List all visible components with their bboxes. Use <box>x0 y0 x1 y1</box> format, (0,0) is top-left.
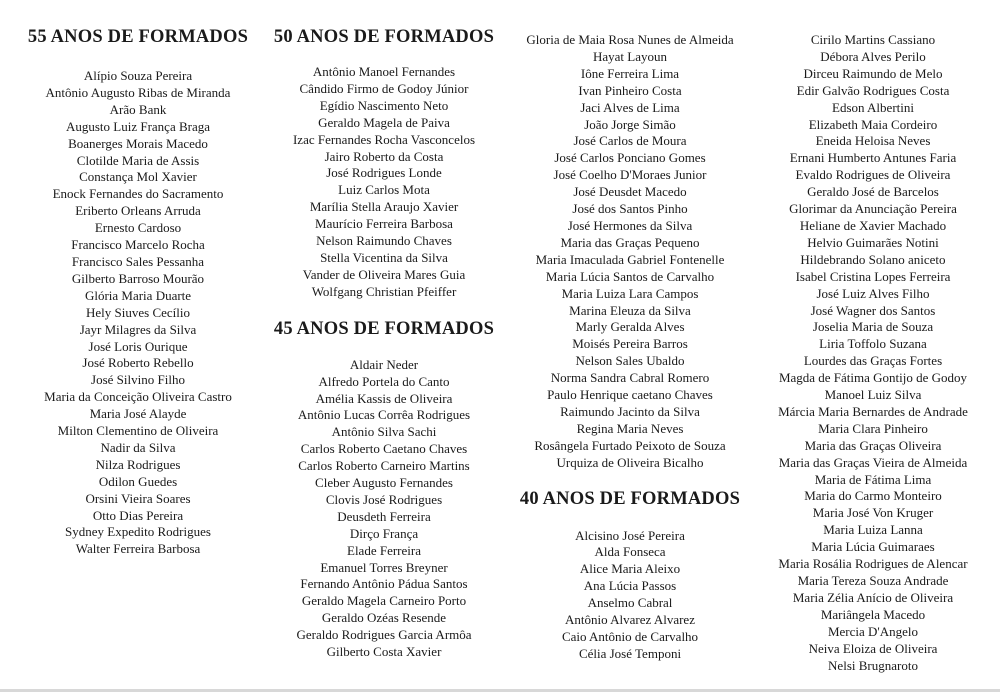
graduate-name: Raimundo Jacinto da Silva <box>560 403 700 419</box>
graduate-name: Célia José Temponi <box>578 645 682 661</box>
graduate-name: Cleber Augusto Fernandes <box>315 475 453 491</box>
graduate-name: Stella Vicentina da Silva <box>320 249 448 265</box>
graduate-name: Gilberto Costa Xavier <box>326 644 442 660</box>
graduate-name: Alda Fonseca <box>594 544 666 560</box>
name-list-40-anos <box>508 528 752 663</box>
graduate-name: Hely Siuves Cecílio <box>86 304 190 320</box>
graduate-name: Gloria de Maia Rosa Nunes de Almeida <box>526 32 734 47</box>
graduate-name: Magda de Fátima Gontijo de Godoy <box>778 370 968 386</box>
graduate-name: Amélia Kassis de Oliveira <box>315 390 453 406</box>
graduate-name: Márcia Maria Bernardes de Andrade <box>778 403 968 419</box>
graduate-name: Marília Stella Araujo Xavier <box>309 199 459 215</box>
graduate-name: Ana Lúcia Passos <box>583 578 677 594</box>
graduate-name: Maria Luiza Lanna <box>823 522 923 538</box>
graduate-name: Clovis José Rodrigues <box>325 491 443 507</box>
graduate-name: Alípio Souza Pereira <box>83 68 193 83</box>
graduate-name: Liria Toffolo Suzana <box>819 336 927 352</box>
graduate-name: Maria do Carmo Monteiro <box>804 488 942 504</box>
graduate-name: Nelson Sales Ubaldo <box>575 353 685 369</box>
column-2 <box>262 0 506 661</box>
graduate-name: Maria da Conceição Oliveira Castro <box>44 389 232 405</box>
graduate-name: Vander de Oliveira Mares Guia <box>302 266 466 282</box>
graduate-name: Maria Lúcia Guimaraes <box>811 539 935 555</box>
graduate-name: Gilberto Barroso Mourão <box>71 270 205 286</box>
graduate-name: Anselmo Cabral <box>587 595 673 611</box>
graduate-name: Geraldo Magela Carneiro Porto <box>301 593 467 609</box>
graduate-name: Maria das Graças Oliveira <box>804 437 942 453</box>
graduate-name: Francisco Marcelo Rocha <box>71 237 205 253</box>
graduate-name: José Wagner dos Santos <box>810 302 936 318</box>
graduate-name: Marina Eleuza da Silva <box>569 302 691 318</box>
graduate-name: Odilon Guedes <box>98 473 178 489</box>
graduate-name: Glória Maria Duarte <box>84 287 192 303</box>
graduate-name: Maria José Von Kruger <box>812 505 934 521</box>
graduate-name: Maria Clara Pinheiro <box>818 420 928 436</box>
column-3 <box>508 0 752 663</box>
section-title-45-anos: 45 ANOS DE FORMADOS <box>273 318 495 339</box>
graduate-name: Alice Maria Aleixo <box>579 561 681 577</box>
graduate-name: Edson Albertini <box>832 99 914 115</box>
graduate-name: Antônio Augusto Ribas de Miranda <box>45 84 231 100</box>
name-list-50-anos <box>262 64 506 301</box>
graduate-name: Cândido Firmo de Godoy Júnior <box>299 80 469 96</box>
graduate-name: José Roberto Rebello <box>82 355 194 371</box>
graduate-name: Wolfgang Christian Pfeiffer <box>311 283 457 299</box>
graduate-name: Emanuel Torres Breyner <box>320 559 448 575</box>
graduate-name: Débora Alves Perilo <box>820 48 926 64</box>
graduate-name: Antônio Manoel Fernandes <box>312 64 456 79</box>
graduate-name: Nadir da Silva <box>100 439 176 455</box>
graduate-name: Otto Dias Pereira <box>92 507 184 523</box>
graduate-name: Maria Luiza Lara Campos <box>561 285 699 301</box>
graduate-name: Luiz Carlos Mota <box>338 182 430 198</box>
graduate-name: Maurício Ferreira Barbosa <box>315 216 453 232</box>
graduate-name: Jairo Roberto da Costa <box>324 148 444 164</box>
graduate-name: Geraldo Magela de Paiva <box>318 114 450 130</box>
graduate-name: Milton Clementino de Oliveira <box>57 423 219 439</box>
graduate-name: Cirilo Martins Cassiano <box>810 32 936 47</box>
graduate-name: Hildebrando Solano aniceto <box>800 251 946 267</box>
graduate-name: Maria das Graças Vieira de Almeida <box>778 454 968 470</box>
graduate-name: Carlos Roberto Caetano Chaves <box>300 441 468 457</box>
graduate-name: Maria de Fátima Lima <box>814 471 932 487</box>
graduate-name: Mariângela Macedo <box>820 606 926 622</box>
graduate-name: Arão Bank <box>109 101 167 117</box>
graduate-name: Nelsi Brugnaroto <box>828 657 918 673</box>
section-title-55-anos: 55 ANOS DE FORMADOS <box>27 27 249 47</box>
graduate-name: Carlos Roberto Carneiro Martins <box>298 458 470 474</box>
graduate-name: Jayr Milagres da Silva <box>79 321 197 337</box>
graduate-name: Geraldo José de Barcelos <box>807 184 939 200</box>
graduate-name: Urquiza de Oliveira Bicalho <box>556 454 704 470</box>
graduate-name: Maria Imaculada Gabriel Fontenelle <box>535 251 725 267</box>
graduate-name: Moisés Pereira Barros <box>572 336 688 352</box>
graduate-name: Antônio Alvarez Alvarez <box>565 612 695 628</box>
graduate-name: Nelson Raimundo Chaves <box>316 233 452 249</box>
graduate-name: Eneida Heloisa Neves <box>815 133 931 149</box>
graduate-name: Orsini Vieira Soares <box>85 490 191 506</box>
graduate-name: Elizabeth Maia Cordeiro <box>808 116 938 132</box>
graduate-name: Maria Zélia Anício de Oliveira <box>792 589 954 605</box>
graduate-name: José Carlos Ponciano Gomes <box>554 150 706 166</box>
graduate-name: Elade Ferreira <box>347 542 421 558</box>
column-4 <box>762 0 984 674</box>
graduate-name: Rosângela Furtado Peixoto de Souza <box>534 437 726 453</box>
name-list-45-anos <box>262 357 506 661</box>
graduate-name: Iône Ferreira Lima <box>580 65 680 81</box>
graduate-name: José Rodrigues Londe <box>326 165 442 181</box>
graduate-name: Clotilde Maria de Assis <box>76 152 200 168</box>
graduate-name: José Deusdet Macedo <box>573 184 687 200</box>
graduate-name: Manoel Luiz Silva <box>824 387 922 403</box>
graduate-name: Eriberto Orleans Arruda <box>75 203 201 219</box>
graduate-name: Dirceu Raimundo de Melo <box>803 65 943 81</box>
graduate-name: João Jorge Simão <box>584 116 676 132</box>
column-1 <box>18 0 258 558</box>
graduate-name: Maria Tereza Souza Andrade <box>797 573 949 588</box>
graduate-name: José Carlos de Moura <box>573 133 687 149</box>
graduate-name: Deusdeth Ferreira <box>337 508 431 524</box>
name-list-40-anos-continued <box>762 32 984 674</box>
graduate-name: Jaci Alves de Lima <box>580 99 680 115</box>
graduate-name: Maria das Graças Pequeno <box>560 234 700 250</box>
graduate-name: Paulo Henrique caetano Chaves <box>547 387 713 403</box>
graduate-name: Helvio Guimarães Notini <box>807 234 939 250</box>
graduate-name: Izac Fernandes Rocha Vasconcelos <box>292 131 476 147</box>
graduate-name: Antônio Lucas Corrêa Rodrigues <box>297 407 471 423</box>
graduate-name: Caio Antônio de Carvalho <box>561 629 699 644</box>
graduate-name: Enock Fernandes do Sacramento <box>52 186 224 202</box>
graduate-name: José Silvino Filho <box>91 372 185 388</box>
graduate-name: José Hermones da Silva <box>567 217 693 233</box>
graduate-name: Evaldo Rodrigues de Oliveira <box>795 167 951 183</box>
section-title-50-anos: 50 ANOS DE FORMADOS <box>273 27 495 47</box>
graduate-name: Alfredo Portela do Canto <box>318 373 450 389</box>
graduate-name: Regina Maria Neves <box>576 420 684 436</box>
graduate-name: Joselia Maria de Souza <box>812 319 934 335</box>
graduate-name: José Loris Ourique <box>88 338 188 354</box>
graduate-name: Heliane de Xavier Machado <box>799 217 947 233</box>
graduate-name: Ivan Pinheiro Costa <box>578 82 682 98</box>
graduate-name: Lourdes das Graças Fortes <box>803 353 943 369</box>
graduate-name: Geraldo Ozéas Resende <box>321 610 447 626</box>
graduate-name: Aldair Neder <box>349 356 419 372</box>
graduate-name: José Luiz Alves Filho <box>816 285 930 301</box>
graduate-name: Fernando Antônio Pádua Santos <box>300 576 468 592</box>
graduate-name: Marly Geralda Alves <box>575 319 685 335</box>
graduate-name: Antônio Silva Sachi <box>331 424 437 440</box>
graduate-name: Augusto Luiz França Braga <box>65 118 211 134</box>
graduate-name: Francisco Sales Pessanha <box>71 253 205 269</box>
graduate-name: Egídio Nascimento Neto <box>319 97 449 113</box>
graduate-name: Ernesto Cardoso <box>94 220 182 236</box>
name-list-45-anos-continued <box>508 32 752 472</box>
graduate-name: Norma Sandra Cabral Romero <box>550 370 710 386</box>
graduate-name: Maria Rosália Rodrigues de Alencar <box>778 556 968 572</box>
graduate-name: Constança Mol Xavier <box>79 169 197 185</box>
name-list-55-anos <box>18 68 258 558</box>
graduate-name: Glorimar da Anunciação Pereira <box>789 201 957 217</box>
graduate-name: Geraldo Rodrigues Garcia Armôa <box>296 627 472 643</box>
graduate-name: Maria Lúcia Santos de Carvalho <box>545 268 715 284</box>
graduate-name: Nilza Rodrigues <box>95 456 181 472</box>
graduate-name: Mercia D'Angelo <box>827 623 919 639</box>
graduate-name: Ernani Humberto Antunes Faria <box>789 150 957 166</box>
graduate-name: Boanerges Morais Macedo <box>68 135 208 151</box>
graduate-name: Hayat Layoun <box>592 48 667 64</box>
graduate-name: Edir Galvão Rodrigues Costa <box>796 82 950 98</box>
graduate-name: José dos Santos Pinho <box>572 201 688 217</box>
graduate-name: Isabel Cristina Lopes Ferreira <box>795 268 951 284</box>
graduate-name: Sydney Expedito Rodrigues <box>65 524 211 540</box>
graduate-name: José Coelho D'Moraes Junior <box>553 167 707 183</box>
graduate-name: Alcisino José Pereira <box>575 527 685 543</box>
graduate-name: Neiva Eloiza de Oliveira <box>808 640 938 656</box>
graduate-name: Walter Ferreira Barbosa <box>75 541 201 557</box>
graduate-name: Maria José Alayde <box>89 406 187 422</box>
section-title-40-anos: 40 ANOS DE FORMADOS <box>519 488 741 509</box>
graduate-name: Dirço França <box>349 525 419 541</box>
